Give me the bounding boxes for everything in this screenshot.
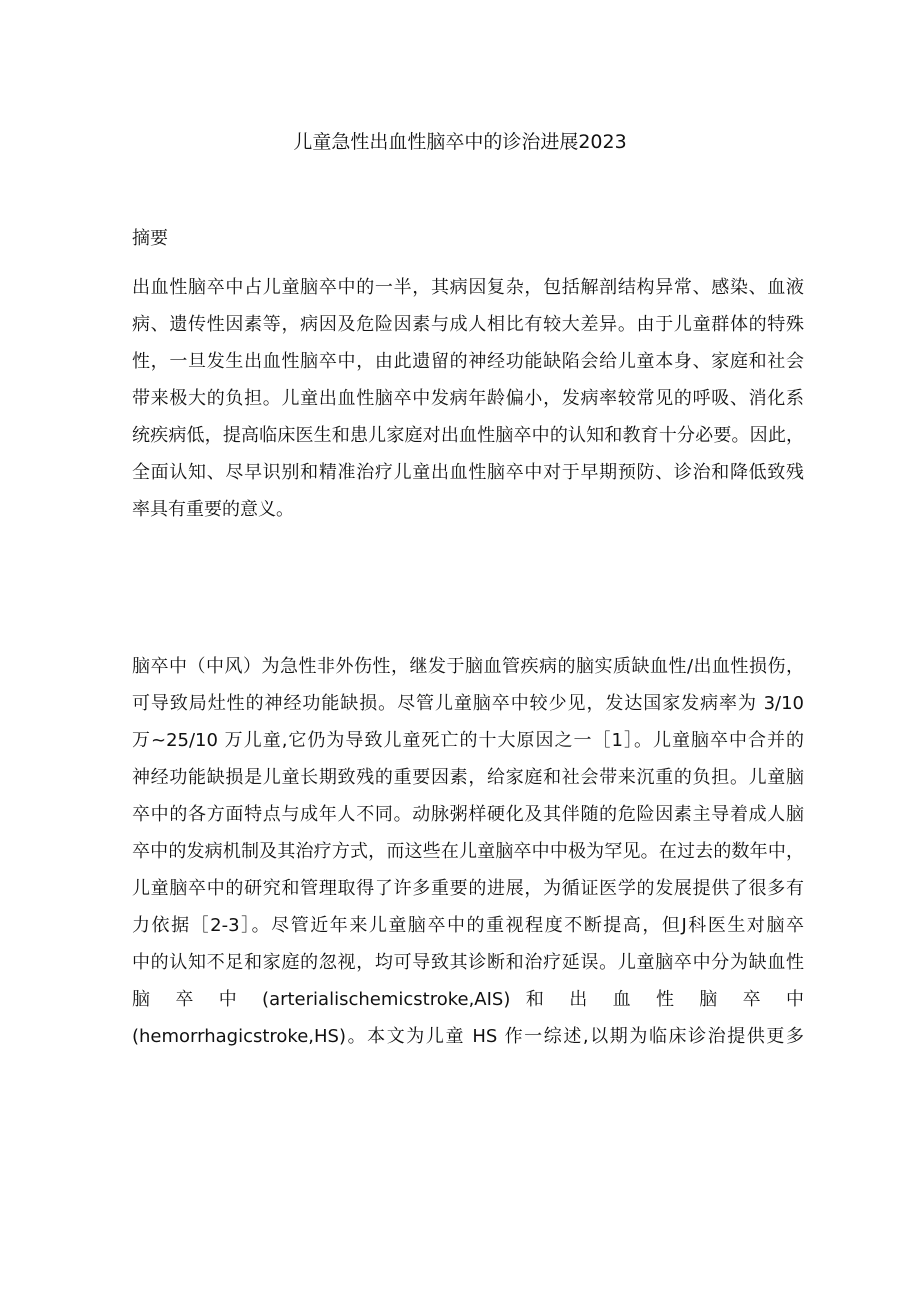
- abstract-line: 病、遗传性因素等，病因及危险因素与成人相比有较大差异。由于儿童群体的特殊: [132, 314, 804, 335]
- abstract-line: 性，一旦发生出血性脑卒中，由此遗留的神经功能缺陷会给儿童本身、家庭和社会: [132, 351, 804, 372]
- abstract-line: 出血性脑卒中占儿童脑卒中的一半，其病因复杂，包括解剖结构异常、感染、血液: [132, 277, 804, 298]
- body-line: 可导致局灶性的神经功能缺损。尽管儿童脑卒中较少见，发达国家发病率为 3/10: [132, 693, 804, 714]
- body-line: 卒中的发病机制及其治疗方式，而这些在儿童脑卒中中极为罕见。在过去的数年中，: [132, 841, 804, 862]
- body-line: 脑卒中（中风）为急性非外伤性，继发于脑血管疾病的脑实质缺血性/出血性损伤，: [132, 656, 804, 677]
- body-line: 神经功能缺损是儿童长期致残的重要因素，给家庭和社会带来沉重的负担。儿童脑: [132, 767, 804, 788]
- body-line: 力依据［2-3］。尽管近年来儿童脑卒中的重视程度不断提高，但J科医生对脑卒: [132, 915, 804, 936]
- document-title: 儿童急性出血性脑卒中的诊治进展2023: [293, 131, 627, 153]
- abstract-line: 统疾病低，提高临床医生和患儿家庭对出血性脑卒中的认知和教育十分必要。因此，: [132, 425, 804, 446]
- body-line: 万~25/10 万儿童,它仍为导致儿童死亡的十大原因之一［1］。儿童脑卒中合并的: [132, 730, 804, 751]
- body-line: 卒中的各方面特点与成年人不同。动脉粥样硬化及其伴随的危险因素主导着成人脑: [132, 804, 804, 825]
- body-paragraph: [132, 648, 804, 1055]
- abstract-paragraph: [132, 269, 804, 528]
- body-line: (hemorrhagicstroke,HS)。本文为儿童 HS 作一综述,以期为临床诊治提供更多: [132, 1026, 804, 1047]
- abstract-line: 带来极大的负担。儿童出血性脑卒中发病年龄偏小，发病率较常见的呼吸、消化系: [132, 388, 804, 409]
- body-line: 中的认知不足和家庭的忽视，均可导致其诊断和治疗延误。儿童脑卒中分为缺血性: [132, 952, 804, 973]
- abstract-heading: 摘要: [132, 228, 168, 249]
- abstract-line: 全面认知、尽早识别和精准治疗儿童出血性脑卒中对于早期预防、诊治和降低致残: [132, 462, 804, 483]
- body-line: 儿童脑卒中的研究和管理取得了许多重要的进展，为循证医学的发展提供了很多有: [132, 878, 804, 899]
- body-line: 脑 卒 中 (arterialischemicstroke,AIS) 和 出 血 性 脑 卒 中: [132, 989, 804, 1010]
- abstract-line: 率具有重要的意义。: [132, 499, 294, 520]
